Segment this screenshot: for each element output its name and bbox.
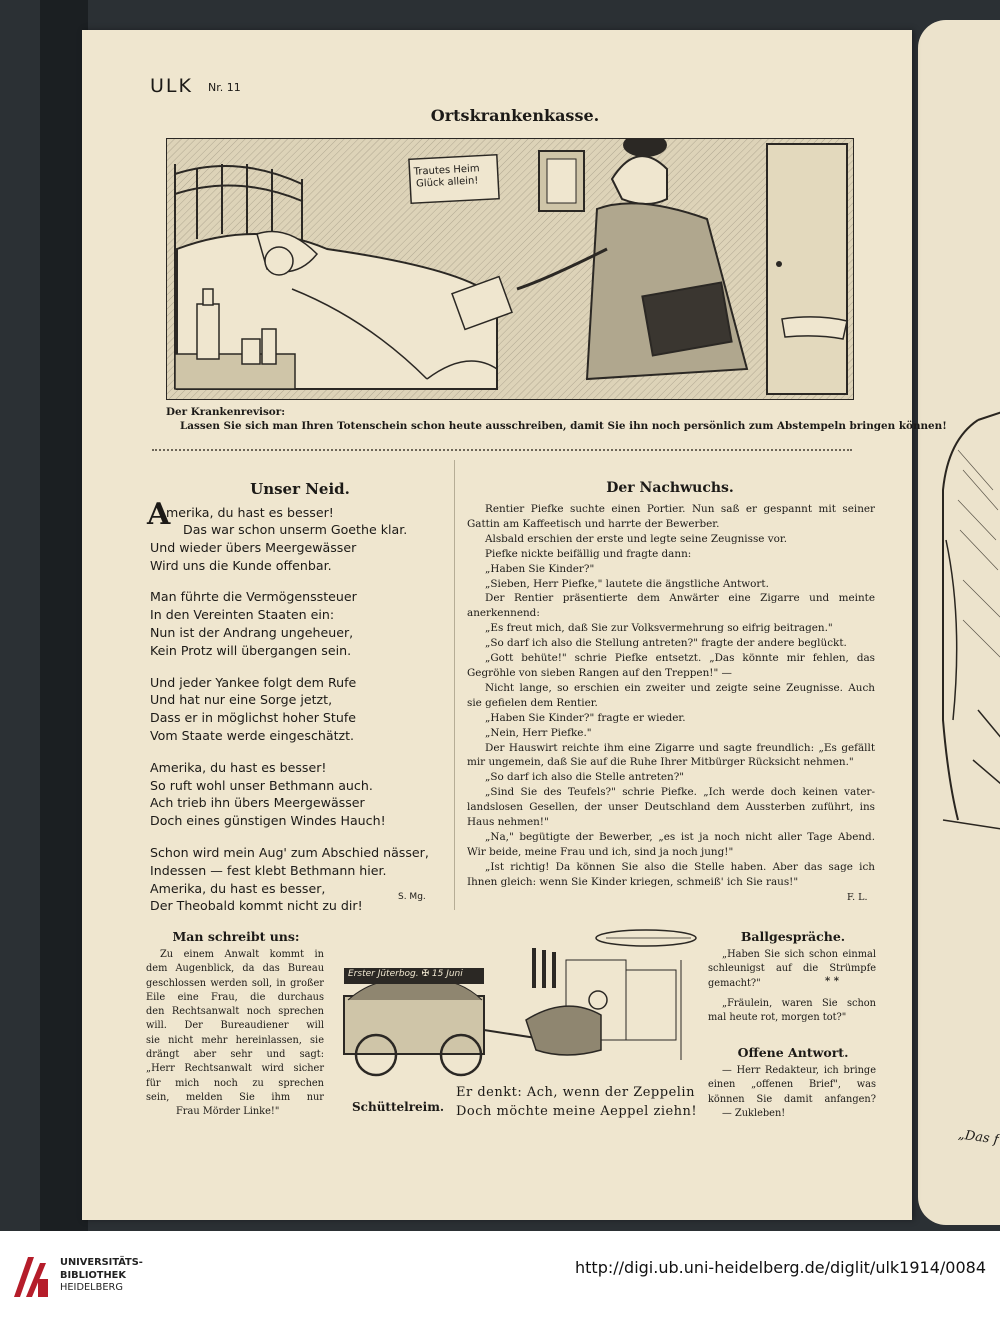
right-page — [918, 20, 1000, 1225]
zeppelin-drawing — [336, 920, 698, 1080]
right-page-drawing — [918, 20, 1000, 1225]
poem-line: Das war schon unserm Goethe klar. — [183, 522, 408, 537]
ball-separator: * * — [825, 976, 839, 987]
poem-line: Vom Staate werde eingeschätzt. — [150, 727, 355, 743]
poem-stanza-gap — [150, 745, 429, 759]
poem-line: Und hat nur eine Sorge jetzt, — [150, 692, 333, 708]
letter-line: für mich noch zu sprechen — [146, 1077, 324, 1089]
cartoon-title: Ortskrankenkasse. — [430, 106, 600, 125]
poem-line: Doch eines günstigen Windes Hauch! — [150, 813, 386, 829]
right-page-text: „Das f — [957, 1127, 1000, 1148]
letter-line: „Herr Rechtsanwalt wird sicher — [146, 1063, 324, 1075]
story-line: anerkennend: — [467, 607, 540, 620]
poem-stanza-gap — [150, 660, 429, 674]
column-rule — [454, 460, 455, 910]
poem-line: Dass er in möglichst hoher Stufe — [150, 710, 357, 726]
ball-line: „Haben Sie sich schon einmal — [722, 949, 876, 960]
story-signature: F. L. — [847, 892, 868, 903]
poem-line: Nun ist der Andrang ungeheuer, — [150, 624, 354, 640]
story-line: Rentier Piefke suchte einen Portier. Nun saß er gespannt mit seiner — [485, 503, 875, 515]
answer-line: können Sie damit anfangen? — [708, 1093, 876, 1105]
rhyme-line-1: Er denkt: Ach, wenn der Zeppelin — [456, 1085, 695, 1100]
story-line: Wir beide, meine Frau und ich, sind ja noch jung!" — [467, 845, 734, 858]
poem-line: Ach trieb ihn übers Meergewässer — [150, 795, 365, 811]
library-logo-icon[interactable] — [10, 1253, 52, 1301]
letter-line: dem Augenblick, da das Bureau — [146, 963, 324, 975]
poem-line: Amerika, du hast es besser, — [150, 880, 326, 896]
story-line: „Haben Sie Kinder?" — [485, 562, 595, 575]
answer-body — [708, 1064, 876, 1121]
book-spine — [40, 0, 88, 1231]
letter-body — [146, 948, 324, 1120]
story-line: sie gefielen dem Rentier. — [467, 696, 598, 709]
letter-line: Zu einem Anwalt kommt in — [160, 949, 324, 960]
poem-line: So ruft wohl unser Bethmann auch. — [150, 777, 373, 793]
poem-line: Und jeder Yankee folgt dem Rufe — [150, 674, 357, 690]
story-line: Piefke nickte beifällig und fragte dann: — [485, 547, 692, 560]
story-line: Gegröhle von sieben Rangen auf den Treppen!" — — [467, 666, 732, 679]
ball-body — [708, 948, 876, 991]
poem-line: Man führte die Vermögenssteuer — [150, 589, 357, 605]
answer-line: einen „offenen Brief", was — [708, 1079, 876, 1091]
answer-title: Offene Antwort. — [737, 1045, 849, 1060]
rhyme-line-2: Doch möchte meine Aeppel ziehn! — [456, 1104, 698, 1119]
poem-stanza-gap — [150, 830, 429, 844]
story-line: „Nein, Herr Piefke." — [485, 726, 592, 739]
poem-line: Kein Protz will übergangen sein. — [150, 642, 352, 658]
ball-line: gemacht?" — [708, 977, 761, 989]
story-line: Nicht lange, so erschien ein zweiter und zeigte seine Zeugnisse. Auch — [485, 681, 875, 694]
story-line: Der Rentier präsentierte dem Anwärter eine Zigarre und meinte — [485, 592, 875, 605]
letter-line: Frau Mörder Linke!" — [176, 1106, 280, 1118]
library-name-line: BIBLIOTHEK — [60, 1269, 126, 1281]
ball-body-2 — [708, 997, 876, 1026]
story-line: „Haben Sie Kinder?" fragte er wieder. — [485, 711, 686, 724]
wall-sign-text: Trautes Heim Glück allein! — [413, 163, 480, 190]
story-line: „Ist richtig! Da können Sie also die Stelle haben. Aber das sage ich — [485, 860, 875, 873]
poem-signature: S. Mg. — [398, 892, 426, 902]
page-url-link[interactable]: http://digi.ub.uni-heidelberg.de/diglit/ulk1914/0084 — [575, 1258, 986, 1277]
story-line: „So darf ich also die Stellung antreten?" fragte der andere beglückt. — [485, 637, 847, 650]
zeppelin-illustration — [336, 920, 698, 1080]
poem-first-line: merika, du hast es besser! — [166, 505, 334, 520]
story-title: Der Nachwuchs. — [606, 480, 734, 496]
letter-line: sie nicht mehr hereinlassen, sie — [146, 1034, 324, 1046]
letter-line: Eile eine Frau, die durchaus — [146, 991, 324, 1003]
library-name — [60, 1257, 143, 1295]
story-line: Gattin am Kaffeetisch und harrte der Bewerber. — [467, 517, 720, 530]
story-line: Der Hauswirt reichte ihm eine Zigarre und sagte freundlich: „Es gefällt — [485, 741, 875, 754]
ball-line: mal heute rot, morgen tot?" — [708, 1012, 847, 1024]
poem-title: Unser Neid. — [250, 480, 350, 498]
divider-dotted — [152, 449, 852, 453]
story-line: „Na," begütigte der Bewerber, „es ist ja noch nicht aller Tage Abend. — [485, 830, 875, 843]
viewer-footer — [0, 1231, 1000, 1321]
story-line: landslosen Gesellen, der unser Deutschland dem Aussterben zuführt, ins — [467, 801, 875, 814]
letter-line: will. Der Bureaudiener will — [146, 1020, 324, 1032]
issue-number: Nr. 11 — [208, 81, 241, 94]
caption-text: Lassen Sie sich man Ihren Totenschein schon heute ausschreiben, damit Sie ihn noch persönlich zum Abstempeln bringen können! — [180, 420, 947, 432]
library-name-line: HEIDELBERG — [60, 1282, 123, 1293]
caption-speaker: Der Krankenrevisor: — [166, 406, 286, 418]
letter-line: geschlossen werden soll, in großer — [146, 977, 324, 989]
story-line: „So darf ich also die Stelle antreten?" — [485, 771, 685, 784]
story-line: mir ungemein, daß Sie auf die Ruhe Ihrer Mitbürger Rücksicht nehmen." — [467, 756, 854, 769]
rhyme-label: Schüttelreim. — [352, 1100, 445, 1114]
library-name-line: UNIVERSITÄTS- — [60, 1257, 143, 1268]
poem-line: In den Vereinten Staaten ein: — [150, 607, 335, 623]
letter-line: sein, melden Sie ihm nur — [146, 1091, 324, 1103]
ball-line: „Fräulein, waren Sie schon — [722, 998, 876, 1009]
answer-line: — Herr Redakteur, ich bringe — [722, 1065, 876, 1076]
letter-title: Man schreibt uns: — [172, 929, 300, 944]
cartoon-drawing — [167, 139, 853, 399]
library-logo-graphic — [10, 1253, 52, 1301]
story-line: „Es freut mich, daß Sie zur Volksvermehrung so eifrig beitragen." — [485, 622, 833, 635]
story-line: „Gott behüte!" schrie Piefke entsetzt. „Das könnte mir fehlen, das — [485, 652, 875, 665]
story-line: Ihnen gleich: wenn Sie Kinder kriegen, schmeiß' ich Sie raus!" — [467, 875, 799, 888]
story-body — [467, 502, 875, 890]
poem-line: Und wieder übers Meergewässer — [150, 539, 357, 555]
ball-line: schleunigst auf die Strümpfe — [708, 963, 876, 975]
cartoon-illustration — [166, 138, 854, 400]
poem-line: Schon wird mein Aug' zum Abschied nässer, — [150, 844, 429, 860]
letter-line: drängt aber sehr und sagt: — [146, 1049, 324, 1061]
story-line: „Sieben, Herr Piefke," lautete die ängstliche Antwort. — [485, 577, 769, 590]
poem-line: Amerika, du hast es besser! — [150, 759, 327, 775]
poem-line: Der Theobald kommt nicht zu dir! — [150, 898, 363, 914]
story-line: Alsbald erschien der erste und legte seine Zeugnisse vor. — [485, 532, 787, 545]
ball-title: Ballgespräche. — [740, 929, 846, 944]
poem-line: Indessen — fest klebt Bethmann hier. — [150, 862, 387, 878]
story-line: „Sind Sie des Teufels?" schrie Piefke. „Ich werde doch keinen vater- — [485, 786, 875, 799]
poem-body — [150, 521, 429, 915]
magazine-name: ULK — [150, 75, 193, 97]
poem-drop-cap: A — [147, 497, 171, 532]
story-line: Haus nehmen!" — [467, 816, 549, 829]
poem-line: Wird uns die Kunde offenbar. — [150, 557, 332, 573]
poem-stanza-gap — [150, 574, 429, 588]
letter-line: den Rechtsanwalt noch sprechen — [146, 1006, 324, 1018]
wagon-sign-text: Erster Jüterbog. ✠ 15 Juni — [348, 969, 463, 979]
answer-line: — Zukleben! — [722, 1107, 786, 1119]
